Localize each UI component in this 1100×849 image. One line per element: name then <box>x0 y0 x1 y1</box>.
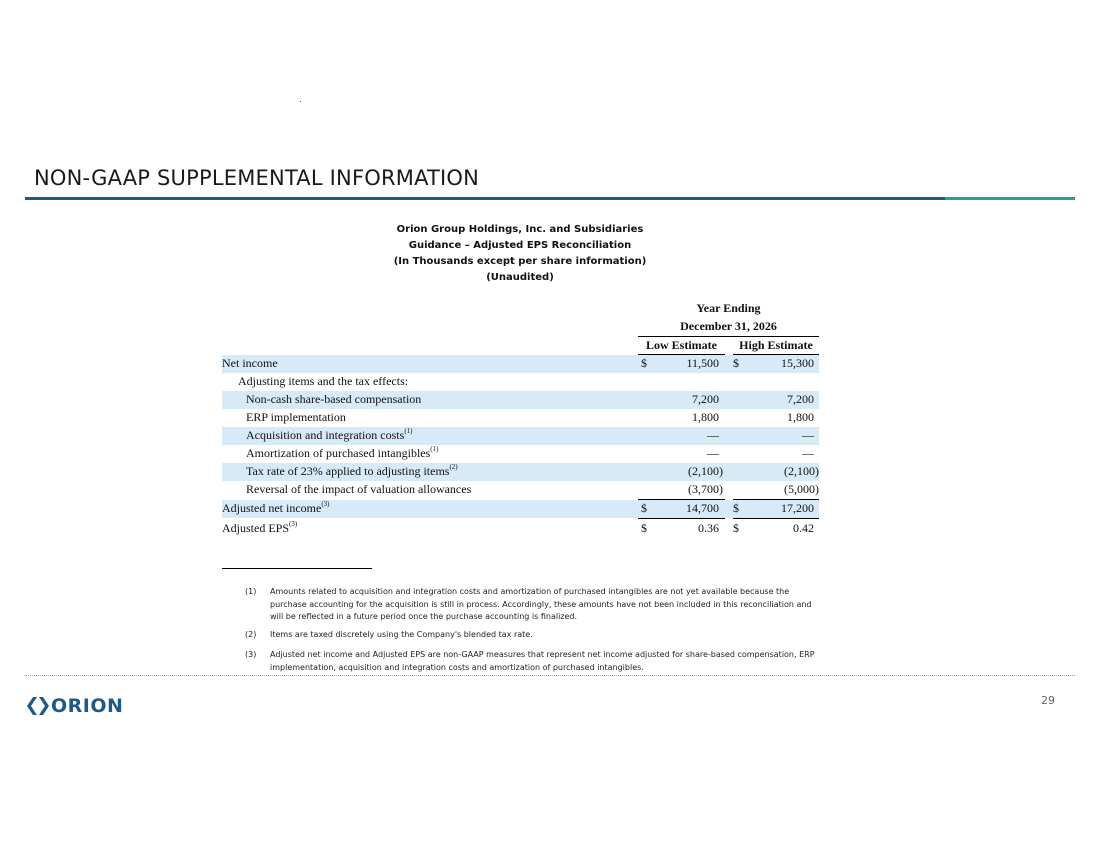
table-row-valuation-allowances <box>222 481 819 499</box>
row-label: Net income <box>222 356 278 370</box>
row-label: Adjusted net income$^{(3)}$ <box>222 500 330 515</box>
high-value: 15,300 <box>781 356 814 370</box>
footnote-marker: (2) <box>245 630 257 639</box>
report-heading <box>370 222 670 286</box>
low-value: 1,800 <box>692 410 719 424</box>
footnote-ref: (2) <box>449 463 458 471</box>
low-value: 14,700 <box>686 501 719 515</box>
report-status: (Unaudited) <box>486 272 554 283</box>
footer-divider <box>25 675 1075 676</box>
low-value: 11,500 <box>686 356 719 370</box>
high-value: 17,200 <box>781 501 814 515</box>
stray-dot <box>300 101 301 102</box>
table-row-net-income <box>222 355 819 373</box>
footnote-marker: (3) <box>245 650 257 659</box>
footnote-text: Adjusted net income and Adjusted EPS are non-GAAP measures that represent net income adjusted for share-based compensation, ERP implementation, acquisition and integration costs and amortization of purchased intangibles. <box>270 650 815 672</box>
total-rule-high <box>733 518 819 519</box>
table-row-acquisition-costs <box>222 427 819 445</box>
period-label-line1: Year Ending <box>696 301 761 315</box>
row-label: Adjusted EPS$^{(3)}$ <box>222 520 298 535</box>
table-row-share-based-comp <box>222 391 819 409</box>
low-value: 7,200 <box>692 392 719 406</box>
low-dollar-sign: $ <box>641 501 647 515</box>
report-subtitle: Guidance – Adjusted EPS Reconciliation <box>408 240 632 251</box>
row-label: ERP implementation <box>246 410 346 424</box>
low-value: (3,700) <box>688 482 723 496</box>
table-row-amortization <box>222 445 819 463</box>
footnote-text: Items are taxed discretely using the Company's blended tax rate. <box>270 630 533 639</box>
high-value: — <box>802 446 814 460</box>
low-value: (2,100) <box>688 464 723 478</box>
footnote-separator <box>222 568 372 569</box>
row-label: Acquisition and integration costs$^{(1)}$ <box>246 427 413 442</box>
table-row-adjusted-net-income <box>222 500 819 518</box>
col-header-low: Low Estimate <box>646 338 717 352</box>
footnote-text: Amounts related to acquisition and integration costs and amortization of purchased intangibles are not yet available because the purchase accounting for the acquisition is still in process. Accordingly, these amounts have not been included in this reconciliation and will be reflected in a future period once the purchase accounting is finalized. <box>270 587 812 621</box>
total-rule-low <box>638 518 725 519</box>
title-accent-rule <box>945 197 1075 200</box>
footnote-ref: (3) <box>321 500 330 508</box>
orion-logo-text: ORION <box>51 695 124 717</box>
report-company: Orion Group Holdings, Inc. and Subsidiaries <box>396 224 644 235</box>
low-value: — <box>707 428 719 442</box>
footnote-ref: (3) <box>289 520 298 528</box>
high-value: (2,100) <box>784 464 819 478</box>
table-row-adjusted-eps <box>222 520 819 538</box>
low-value: — <box>707 446 719 460</box>
high-value: 0.42 <box>793 521 814 535</box>
period-label-line2: December 31, 2026 <box>680 319 777 333</box>
low-value: 0.36 <box>698 521 719 535</box>
footnote-ref: (1) <box>430 445 439 453</box>
table-row-tax-rate <box>222 463 819 481</box>
table-row-adjusting-items <box>222 373 819 391</box>
row-label: Reversal of the impact of valuation allowances <box>246 482 472 496</box>
high-value: 1,800 <box>787 410 814 424</box>
title-rule <box>25 197 945 200</box>
row-label: Tax rate of 23% applied to adjusting items$^{(2)}$ <box>246 463 458 478</box>
orion-logo-icon <box>27 696 49 716</box>
row-label: Adjusting items and the tax effects: <box>238 374 409 388</box>
high-value: (5,000) <box>784 482 819 496</box>
page-title: NON-GAAP SUPPLEMENTAL INFORMATION <box>34 166 480 190</box>
orion-logo <box>27 695 123 717</box>
high-value: 7,200 <box>787 392 814 406</box>
footnote-marker: (1) <box>245 587 257 596</box>
period-underline <box>638 336 819 337</box>
row-label: Non-cash share-based compensation <box>246 392 422 406</box>
high-dollar-sign: $ <box>733 356 739 370</box>
page-number: 29 <box>1041 694 1055 707</box>
footnote-ref: (1) <box>404 427 413 435</box>
low-dollar-sign: $ <box>641 521 647 535</box>
table-row-erp <box>222 409 819 427</box>
row-label: Amortization of purchased intangibles$^{(1)}$ <box>246 445 439 460</box>
col-header-high: High Estimate <box>739 338 813 352</box>
report-units: (In Thousands except per share information) <box>393 256 647 267</box>
low-dollar-sign: $ <box>641 356 647 370</box>
high-value: — <box>802 428 814 442</box>
high-dollar-sign: $ <box>733 521 739 535</box>
high-dollar-sign: $ <box>733 501 739 515</box>
